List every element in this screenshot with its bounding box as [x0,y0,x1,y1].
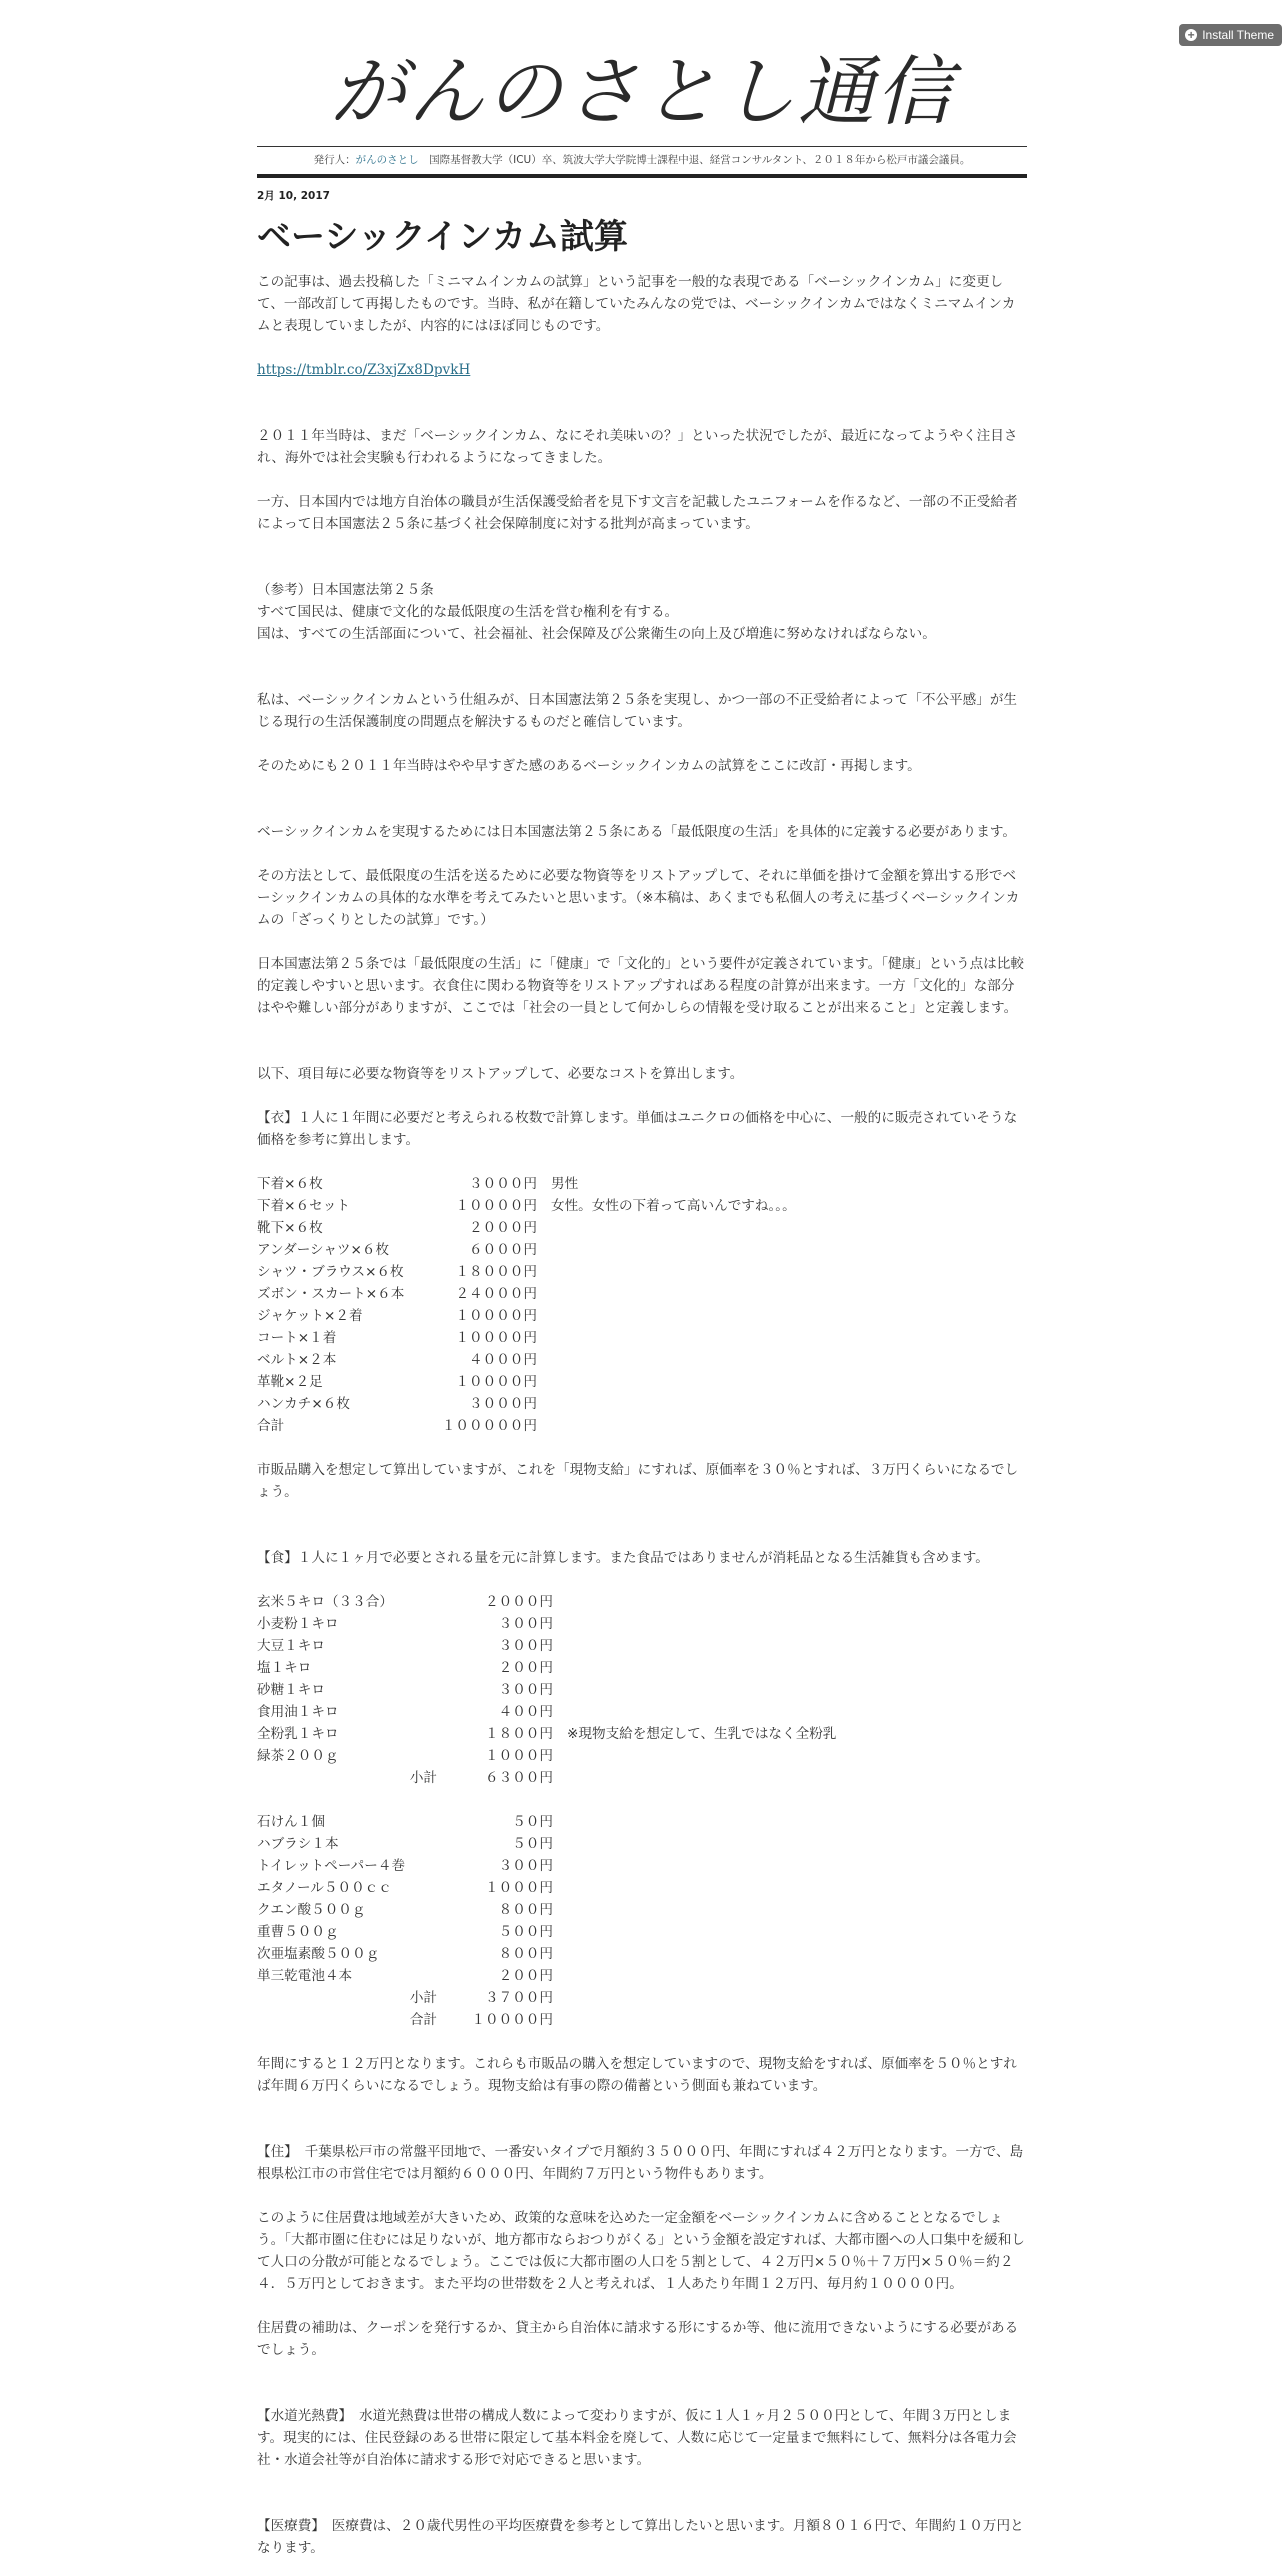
note-cell: ※現物支給を想定して、生乳ではなく全粉乳 [567,1726,837,1742]
item-cell: 合計 [257,1418,285,1434]
item-cell: ハブラシ１本 [257,1836,339,1852]
price-cell: ３７００円 [485,1990,553,2006]
note-cell: 女性。女性の下着って高いんですね。。。 [551,1198,796,1214]
item-cell: 革靴×２足 [257,1374,323,1390]
note-cell [537,1217,796,1239]
item-cell: 単三乾電池４本 [257,1968,353,1984]
goods-table [257,1811,553,2031]
reference-title: （参考）日本国憲法第２５条 [257,582,434,598]
description-prefix: 発行人： [313,154,356,166]
price-cell: ３０００円 [469,1396,537,1412]
note-cell [537,1349,796,1371]
item-cell: 玄米５キロ（３３合） [257,1594,393,1610]
note-cell [553,1767,836,1789]
author-link[interactable]: がんのさとし [355,154,419,166]
blog-description [257,146,1027,178]
price-cell: １０００００円 [441,1418,537,1434]
price-cell: １００００円 [471,2012,553,2028]
table-row [257,1899,553,1921]
item-cell: 小麦粉１キロ [257,1616,339,1632]
table-row [257,1195,796,1217]
price-cell: ３０００円 [469,1176,537,1192]
price-cell: ４００円 [498,1704,553,1720]
table-row [257,1239,796,1261]
intro-paragraph: この記事は、過去投稿した「ミニマムインカムの試算」という記事を一般的な表現である「ベーシックインカム」に変更して、一部改訂して再掲したものです。当時、私が在籍していたみんなの党では、ベーシックインカムではなくミニマムインカムと表現していましたが、内容的にはほぼ同じものです。 [257,274,1016,334]
price-cell: １８００円 [485,1726,553,1742]
price-cell: ２４０００円 [455,1286,537,1302]
note-cell [553,1679,836,1701]
price-cell: ５００円 [498,1924,553,1940]
paragraph: 【医療費】 医療費は、２０歳代男性の平均医療費を参考として算出したいと思います。月額８０１６円で、年間約１０万円となります。 [257,2518,1024,2556]
paragraph: ２０１１年当時は、まだ「ベーシックインカム、なにそれ美味いの？」といった状況でしたが、最近になってようやく注目され、海外では社会実験も行われるようになってきました。 [257,428,1018,466]
table-row [257,1723,836,1745]
price-cell: ５０円 [512,1836,553,1852]
item-cell: 次亜塩素酸５００ｇ [257,1946,380,1962]
note-cell [537,1239,796,1261]
table-row [257,1591,836,1613]
clothing-table [257,1173,796,1437]
table-row [257,1833,553,1855]
item-cell: 合計 [409,2012,437,2028]
table-row [257,1811,553,1833]
item-cell: アンダーシャツ×６枚 [257,1242,390,1258]
note-cell [553,1657,836,1679]
price-cell: ８００円 [498,1902,553,1918]
price-cell: ８００円 [498,1946,553,1962]
reference-line: 国は、すべての生活部面について、社会福祉、社会保障及び公衆衛生の向上及び増進に努めなければならない。 [257,626,936,642]
price-cell: ２００円 [498,1660,553,1676]
item-cell: ズボン・スカート×６本 [257,1286,405,1302]
item-cell: 靴下×６枚 [257,1220,323,1236]
note-cell [553,1613,836,1635]
table-row [257,1701,836,1723]
price-cell: ２０００円 [469,1220,537,1236]
paragraph: 日本国憲法第２５条では「最低限度の生活」に「健康」で「文化的」という要件が定義されています。「健康」という点は比較的定義しやすいと思います。衣食住に関わる物資等をリストアップすればある程度の計算が出来ます。一方「文化的」な部分はやや難しい部分がありますが、ここでは「社会の一員として何かしらの情報を受け取ることが出来ること」と定義します。 [257,956,1024,1016]
note-cell [537,1393,796,1415]
paragraph: 【水道光熱費】 水道光熱費は世帯の構成人数によって変わりますが、仮に１人１ヶ月２５００円として、年間３万円とします。現実的には、住民登録のある世帯に限定して基本料金を廃して、人数に応じて一定量まで無料にして、無料分は各電力会社・水道会社等が自治体に請求する形で対応できると思います。 [257,2408,1017,2468]
price-cell: １０００円 [485,1880,553,1896]
paragraph: 市販品購入を想定して算出していますが、これを「現物支給」にすれば、原価率を３０％とすれば、３万円くらいになるでしょう。 [257,1462,1019,1500]
price-cell: １００００円 [455,1374,537,1390]
item-cell: エタノール５００ｃｃ [257,1880,392,1896]
note-cell [537,1305,796,1327]
table-row [257,1217,796,1239]
price-cell: ６３００円 [485,1770,553,1786]
price-cell: ３００円 [498,1638,553,1654]
plus-icon: + [1185,29,1197,41]
post-body [257,271,1027,2559]
table-row [257,1261,796,1283]
table-row-total [257,2009,553,2031]
table-row-total [257,1415,796,1437]
paragraph: 【住】 千葉県松戸市の常盤平団地で、一番安いタイプで月額約３５０００円、年間にすれば４２万円となります。一方で、島根県松江市の市営住宅では月額約６０００円、年間約７万円という物件もあります。 [257,2144,1024,2182]
price-cell: １８０００円 [455,1264,537,1280]
clothing-intro: 【衣】１人に１年間に必要だと考えられる枚数で計算します。単価はユニクロの価格を中心に、一般的に販売されていそうな価格を参考に算出します。 [257,1110,1018,1148]
price-cell: ３００円 [498,1858,553,1874]
table-row [257,1305,796,1327]
paragraph: 以下、項目毎に必要な物資等をリストアップして、必要なコストを算出します。 [257,1066,744,1082]
food-table [257,1591,836,1789]
item-cell: 下着×６枚 [257,1176,323,1192]
paragraph: その方法として、最低限度の生活を送るために必要な物資等をリストアップして、それに単価を掛けて金額を算出する形でベーシックインカムの具体的な水準を考えてみたいと思います。（※本稿は、あくまでも私個人の考えに基づくベーシックインカムの「ざっくりとしたの試算」です。） [257,868,1020,928]
table-row [257,1173,796,1195]
blog-title[interactable]: がんのさとし通信 [330,47,954,136]
item-cell: 大豆１キロ [257,1638,325,1654]
table-row [257,1635,836,1657]
item-cell: 石けん１個 [257,1814,325,1830]
item-cell: ベルト×２本 [257,1352,337,1368]
price-cell: ５０円 [512,1814,553,1830]
item-cell: 砂糖１キロ [257,1682,325,1698]
item-cell: トイレットペーパー４巻 [257,1858,406,1874]
price-cell: ２０００円 [485,1594,553,1610]
table-row [257,1349,796,1371]
table-row [257,1679,836,1701]
table-row-subtotal [257,1987,553,2009]
paragraph: 一方、日本国内では地方自治体の職員が生活保護受給者を見下す文言を記載したユニフォームを作るなど、一部の不正受給者によって日本国憲法２５条に基づく社会保障制度に対する批判が高まっています。 [257,494,1018,532]
table-row-subtotal [257,1767,836,1789]
post-title: ベーシックインカム試算 [257,217,628,257]
table-row [257,1943,553,1965]
item-cell: 下着×６セット [257,1198,350,1214]
note-cell [537,1327,796,1349]
item-cell: ジャケット×２着 [257,1308,363,1324]
note-cell: 男性 [551,1176,579,1192]
item-cell: 塩１キロ [257,1660,312,1676]
paragraph: 住居費の補助は、クーポンを発行するか、貸主から自治体に請求する形にするか等、他に流用できないようにする必要があるでしょう。 [257,2320,1019,2358]
note-cell [537,1371,796,1393]
price-cell: ２００円 [498,1968,553,1984]
price-cell: １００００円 [455,1330,537,1346]
item-cell: 小計 [409,1990,437,2006]
note-cell [537,1283,796,1305]
note-cell [553,1701,836,1723]
item-cell: シャツ・ブラウス×６枚 [257,1264,404,1280]
table-row [257,1327,796,1349]
item-cell: クエン酸５００ｇ [257,1902,366,1918]
item-cell: コート×１着 [257,1330,337,1346]
price-cell: １００００円 [455,1198,537,1214]
item-cell: 小計 [409,1770,437,1786]
table-row [257,1393,796,1415]
item-cell: 全粉乳１キロ [257,1726,339,1742]
item-cell: 緑茶２００ｇ [257,1748,339,1764]
tumblr-link[interactable]: https://tmblr.co/Z3xjZx8DpvkH [257,362,471,378]
paragraph: ベーシックインカムを実現するためには日本国憲法第２５条にある「最低限度の生活」を具体的に定義する必要があります。 [257,824,1016,840]
price-cell: ３００円 [498,1682,553,1698]
paragraph: そのためにも２０１１年当時はやや早すぎた感のあるベーシックインカムの試算をここに改訂・再掲します。 [257,758,921,774]
install-theme-button[interactable] [1179,24,1282,46]
table-row [257,1613,836,1635]
description-suffix: 国際基督教大学（ICU）卒、筑波大学大学院博士課程中退、経営コンサルタント、２０１８年から松戸市議会議員。 [418,154,971,166]
reference-line: すべて国民は、健康で文化的な最低限度の生活を営む権利を有する。 [257,604,679,620]
table-row [257,1965,553,1987]
price-cell: ３００円 [498,1616,553,1632]
item-cell: 重曹５００ｇ [257,1924,339,1940]
note-cell [553,1591,836,1613]
price-cell: ４０００円 [469,1352,537,1368]
food-intro: 【食】１人に１ヶ月で必要とされる量を元に計算します。また食品ではありませんが消耗品となる生活雑貨も含めます。 [257,1550,989,1566]
table-row [257,1745,836,1767]
paragraph: 私は、ベーシックインカムという仕組みが、日本国憲法第２５条を実現し、かつ一部の不正受給者によって「不公平感」が生じる現行の生活保護制度の問題点を解決するものだと確信しています。 [257,692,1018,730]
price-cell: １０００円 [485,1748,553,1764]
post-date[interactable]: 2月 10, 2017 [257,190,330,202]
note-cell [537,1415,796,1437]
table-row [257,1877,553,1899]
note-cell [553,1635,836,1657]
note-cell [553,1745,836,1767]
table-row [257,1283,796,1305]
install-theme-label: Install Theme [1202,28,1274,42]
table-row [257,1921,553,1943]
price-cell: １００００円 [455,1308,537,1324]
item-cell: ハンカチ×６枚 [257,1396,350,1412]
blog-container [257,0,1027,2559]
table-row [257,1371,796,1393]
note-cell [537,1261,796,1283]
price-cell: ６０００円 [469,1242,537,1258]
table-row [257,1855,553,1877]
item-cell: 食用油１キロ [257,1704,339,1720]
paragraph: 年間にすると１２万円となります。これらも市販品の購入を想定していますので、現物支給をすれば、原価率を５０％とすれば年間６万円くらいになるでしょう。現物支給は有事の際の備蓄という側面も兼ねています。 [257,2056,1017,2094]
paragraph: このように住居費は地域差が大きいため、政策的な意味を込めた一定金額をベーシックインカムに含めることとなるでしょう。「大都市圏に住むには足りないが、地方都市ならおつりがくる」という金額を設定すれば、大都市圏への人口集中を緩和して人口の分散が可能となるでしょう。ここでは仮に大都市圏の人口を５割として、４２万円×５０％＋７万円×５０％＝約２４．５万円としておきます。また平均の世帯数を２人と考えれば、１人あたり年間１２万円、毎月約１００００円。 [257,2210,1025,2292]
table-row [257,1657,836,1679]
